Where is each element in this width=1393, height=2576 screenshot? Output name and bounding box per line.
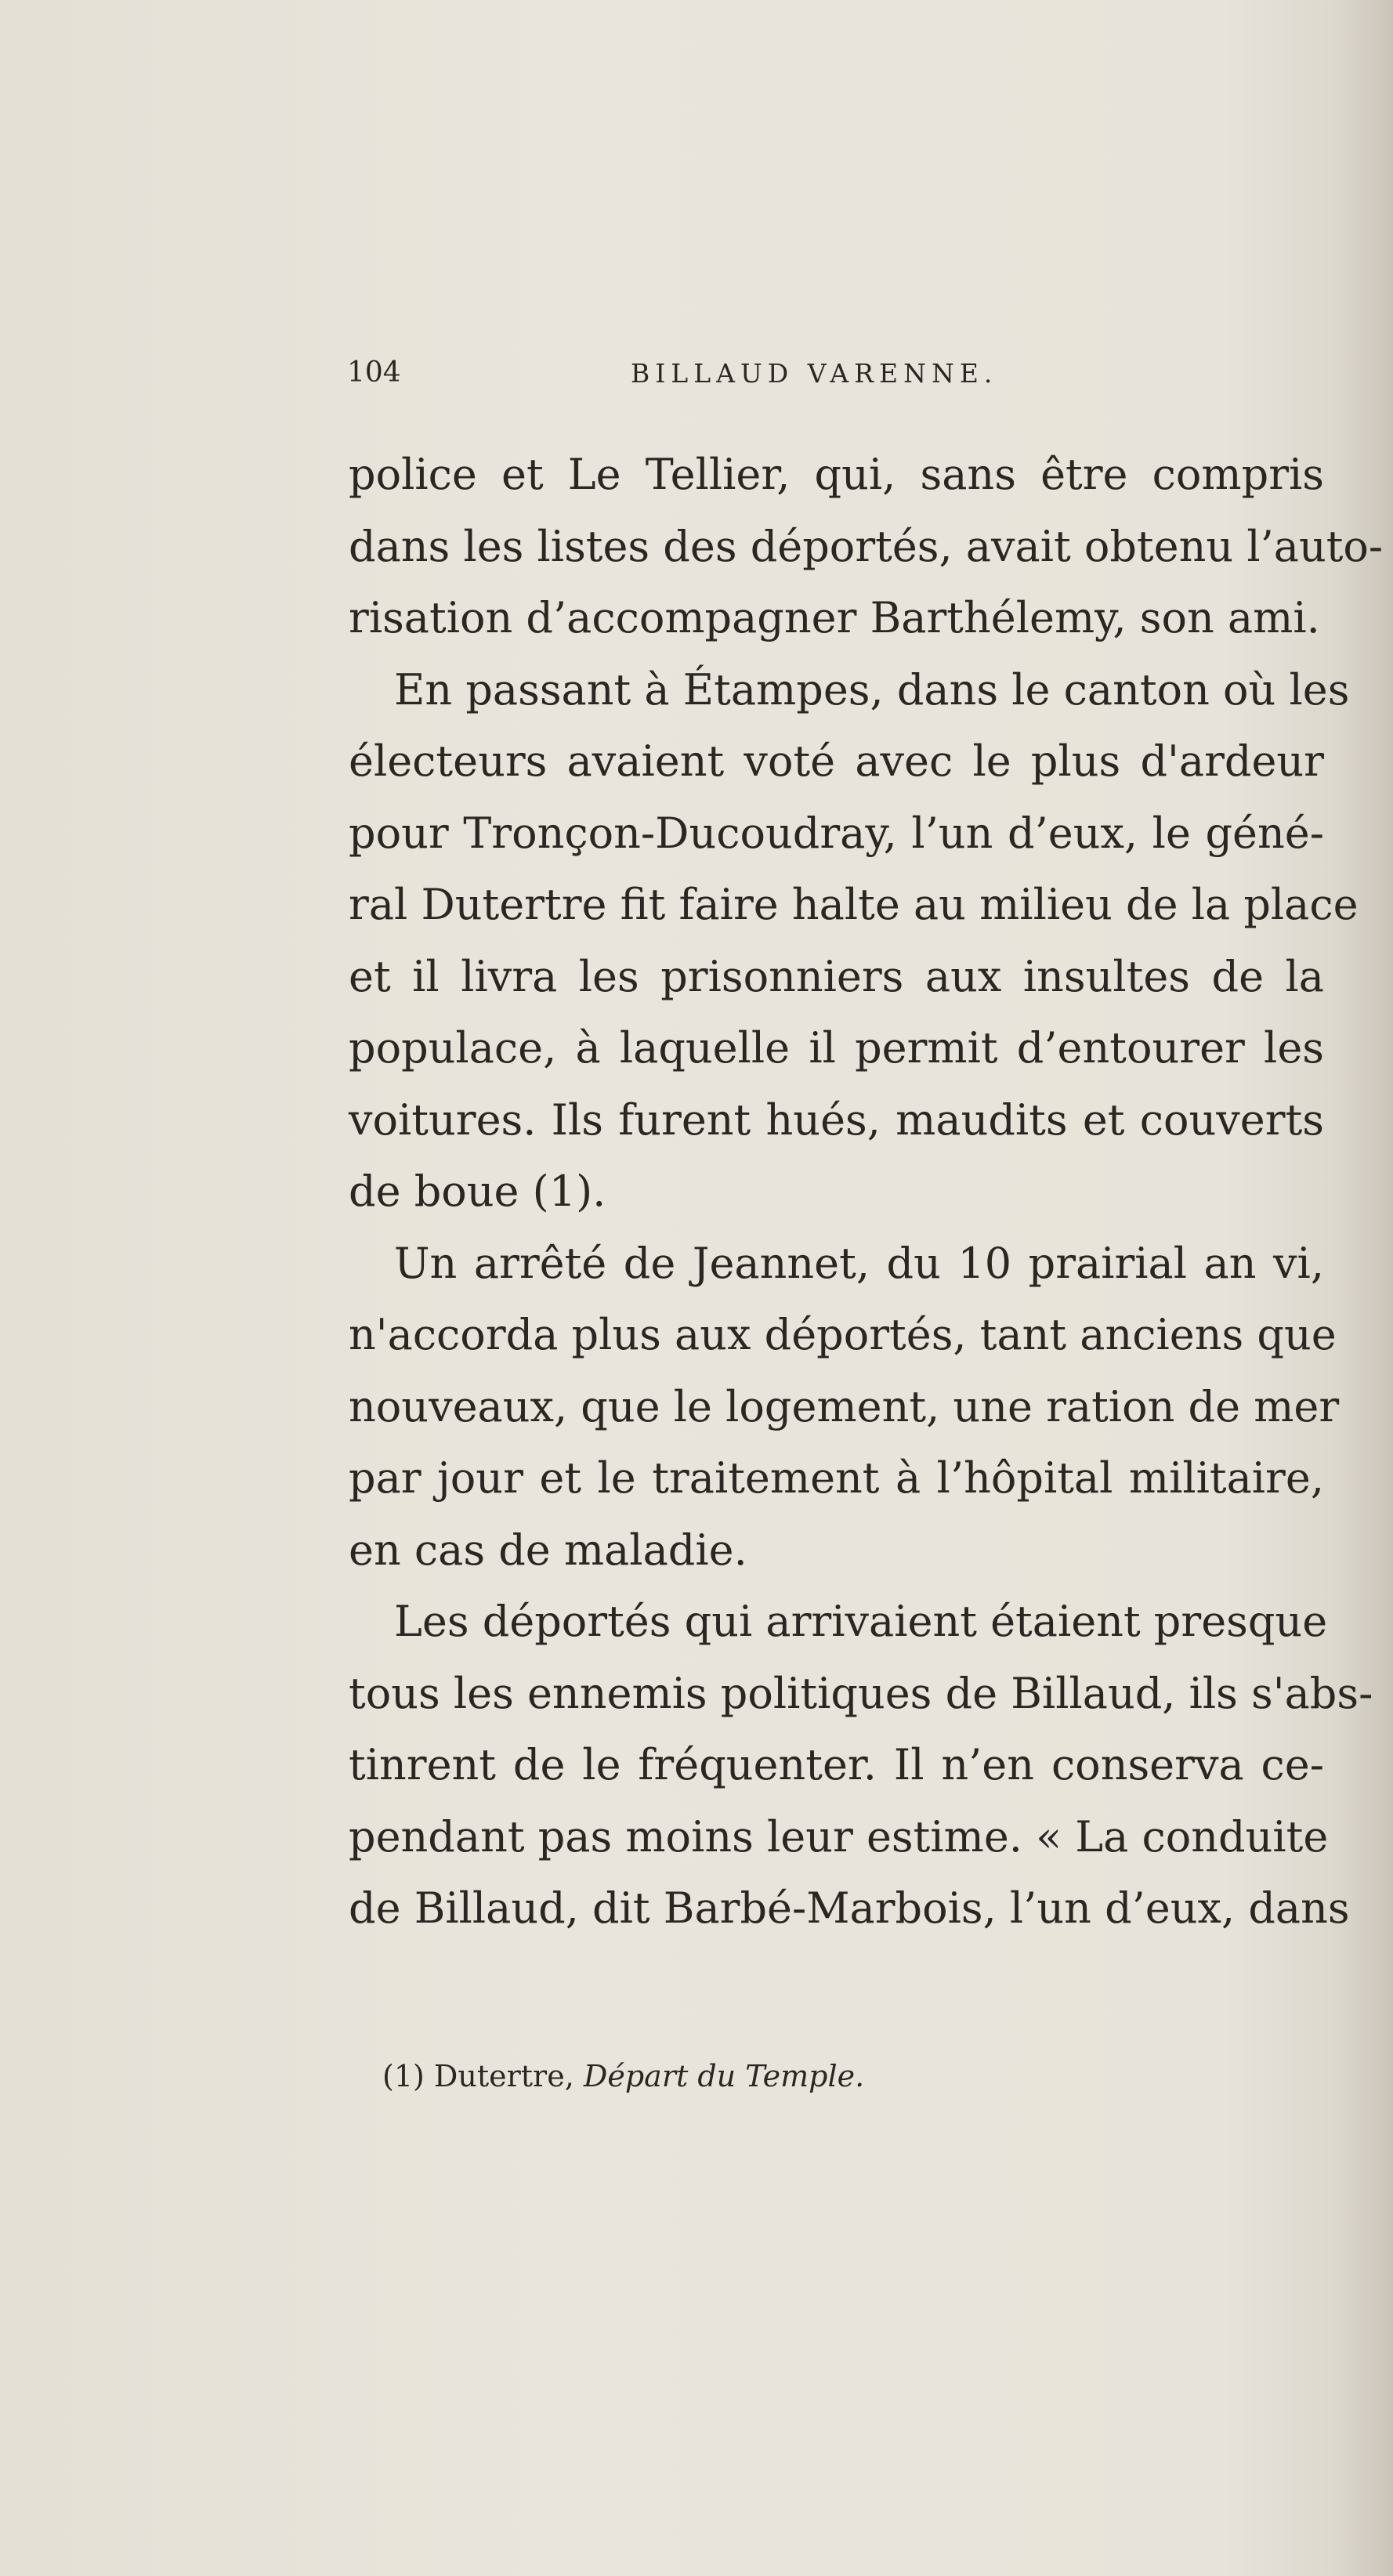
footnote-work-title: Départ du Temple.	[583, 2059, 865, 2093]
paragraph	[349, 1586, 1373, 1945]
text-line: tous les ennemis politiques de Billaud, ils s'abs-	[349, 1668, 1373, 1718]
text-line: et il livra les prisonniers aux insultes de la	[349, 951, 1324, 1001]
text-line: ral Dutertre fit faire halte au milieu de la place	[349, 880, 1359, 929]
text-line: pour Tronçon-Ducoudray, l’un d’eux, le géné-	[349, 808, 1324, 858]
text-line: police et Le Tellier, qui, sans être compris	[349, 450, 1324, 499]
text-line: en cas de maladie.	[349, 1525, 747, 1575]
body-text	[349, 439, 1384, 1945]
footnote-author: Dutertre,	[433, 2059, 574, 2093]
footnote	[382, 2059, 864, 2093]
text-line: pendant pas moins leur estime. « La conduite	[349, 1811, 1329, 1861]
text-line: de boue (1).	[349, 1167, 606, 1216]
text-line: risation d’accompagner Barthélemy, son ami.	[349, 593, 1320, 642]
text-line: En passant à Étampes, dans le canton où les	[394, 664, 1350, 715]
text-line: populace, à laquelle il permit d’entourer les	[349, 1023, 1324, 1073]
text-line: de Billaud, dit Barbé-Marbois, l’un d’eux, dans	[349, 1883, 1350, 1933]
text-line: Un arrêté de Jeannet, du 10 prairial an vi,	[394, 1238, 1324, 1288]
text-line: voitures. Ils furent hués, maudits et couverts	[349, 1094, 1324, 1145]
paragraph	[349, 1228, 1340, 1586]
paragraph	[349, 654, 1359, 1228]
text-line: tinrent de le fréquenter. Il n’en conserva ce-	[349, 1740, 1324, 1789]
paragraph	[349, 439, 1384, 654]
text-line: dans les listes des déportés, avait obtenu l’auto-	[349, 521, 1384, 571]
footnote-marker: (1)	[382, 2059, 425, 2093]
text-line: Les déportés qui arrivaient étaient presque	[394, 1597, 1328, 1646]
running-head	[347, 356, 1319, 403]
text-line: par jour et le traitement à l’hôpital militaire,	[349, 1453, 1324, 1503]
text-line: nouveaux, que le logement, une ration de mer	[349, 1381, 1340, 1431]
page-number: 104	[347, 356, 401, 389]
text-line: n'accorda plus aux déportés, tant anciens que	[349, 1310, 1337, 1359]
running-title: BILLAUD VARENNE.	[631, 358, 998, 389]
text-line: électeurs avaient voté avec le plus d'ardeur	[349, 736, 1324, 786]
